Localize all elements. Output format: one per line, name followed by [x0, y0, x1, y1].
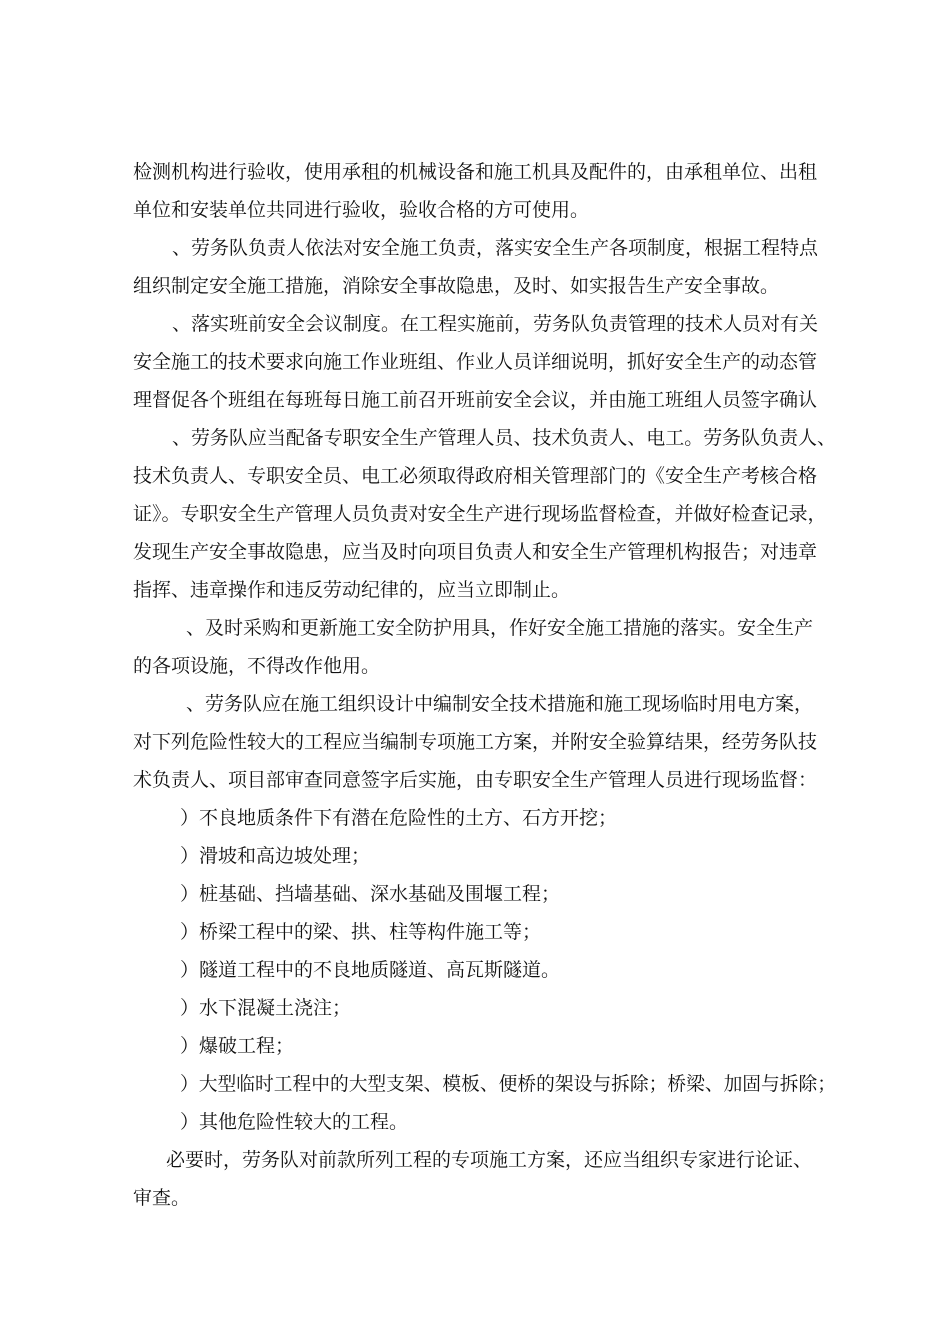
- text-line: 理督促各个班组在每班每日施工前召开班前安全会议，并由施工班组人员签字确认: [133, 389, 818, 411]
- paragraph-start-line: 必要时，劳务队对前款所列工程的专项施工方案，还应当组织专家进行论证、: [166, 1149, 813, 1171]
- text-line: 单位和安装单位共同进行验收，验收合格的方可使用。: [133, 199, 590, 221]
- text-line: 技术负责人、专职安全员、电工必须取得政府相关管理部门的《安全生产考核合格: [133, 465, 818, 487]
- list-item: ）隧道工程中的不良地质隧道、高瓦斯隧道。: [180, 959, 561, 981]
- text-line: 的各项设施，不得改作他用。: [133, 655, 381, 677]
- text-line: 审查。: [133, 1187, 191, 1209]
- list-item: ）桥梁工程中的梁、拱、柱等构件施工等；: [180, 921, 542, 943]
- paragraph-start-line: 、及时采购和更新施工安全防护用具，作好安全施工措施的落实。安全生产: [186, 617, 814, 639]
- list-item: ）爆破工程；: [180, 1035, 295, 1057]
- list-item: ）其他危险性较大的工程。: [180, 1111, 409, 1133]
- paragraph-start-line: 、劳务队应在施工组织设计中编制安全技术措施和施工现场临时用电方案，: [186, 693, 814, 715]
- list-item: ）滑坡和高边坡处理；: [180, 845, 371, 867]
- text-line: 指挥、违章操作和违反劳动纪律的，应当立即制止。: [133, 579, 571, 601]
- paragraph-start-line: 、劳务队负责人依法对安全施工负责，落实安全生产各项制度，根据工程特点: [172, 237, 819, 259]
- text-line: 发现生产安全事故隐患，应当及时向项目负责人和安全生产管理机构报告；对违章: [133, 541, 818, 563]
- text-line: 组织制定安全施工措施，消除安全事故隐患，及时、如实报告生产安全事故。: [133, 275, 780, 297]
- text-line: 安全施工的技术要求向施工作业班组、作业人员详细说明，抓好安全生产的动态管: [133, 351, 818, 373]
- list-item: ）大型临时工程中的大型支架、模板、便桥的架设与拆除；桥梁、加固与拆除；: [180, 1073, 837, 1095]
- list-item: ）不良地质条件下有潜在危险性的土方、石方开挖；: [180, 807, 618, 829]
- text-line: 术负责人、项目部审查同意签字后实施，由专职安全生产管理人员进行现场监督：: [133, 769, 818, 791]
- paragraph-start-line: 、劳务队应当配备专职安全生产管理人员、技术负责人、电工。劳务队负责人、: [172, 427, 837, 449]
- text-line: 证》。专职安全生产管理人员负责对安全生产进行现场监督检查，并做好检查记录，: [133, 503, 827, 525]
- list-item: ）桩基础、挡墙基础、深水基础及围堰工程；: [180, 883, 561, 905]
- list-item: ）水下混凝土浇注；: [180, 997, 352, 1019]
- paragraph-start-line: 、落实班前安全会议制度。在工程实施前，劳务队负责管理的技术人员对有关: [172, 313, 819, 335]
- text-line: 检测机构进行验收，使用承租的机械设备和施工机具及配件的，由承租单位、出租: [133, 161, 818, 183]
- text-line: 对下列危险性较大的工程应当编制专项施工方案，并附安全验算结果，经劳务队技: [133, 731, 818, 753]
